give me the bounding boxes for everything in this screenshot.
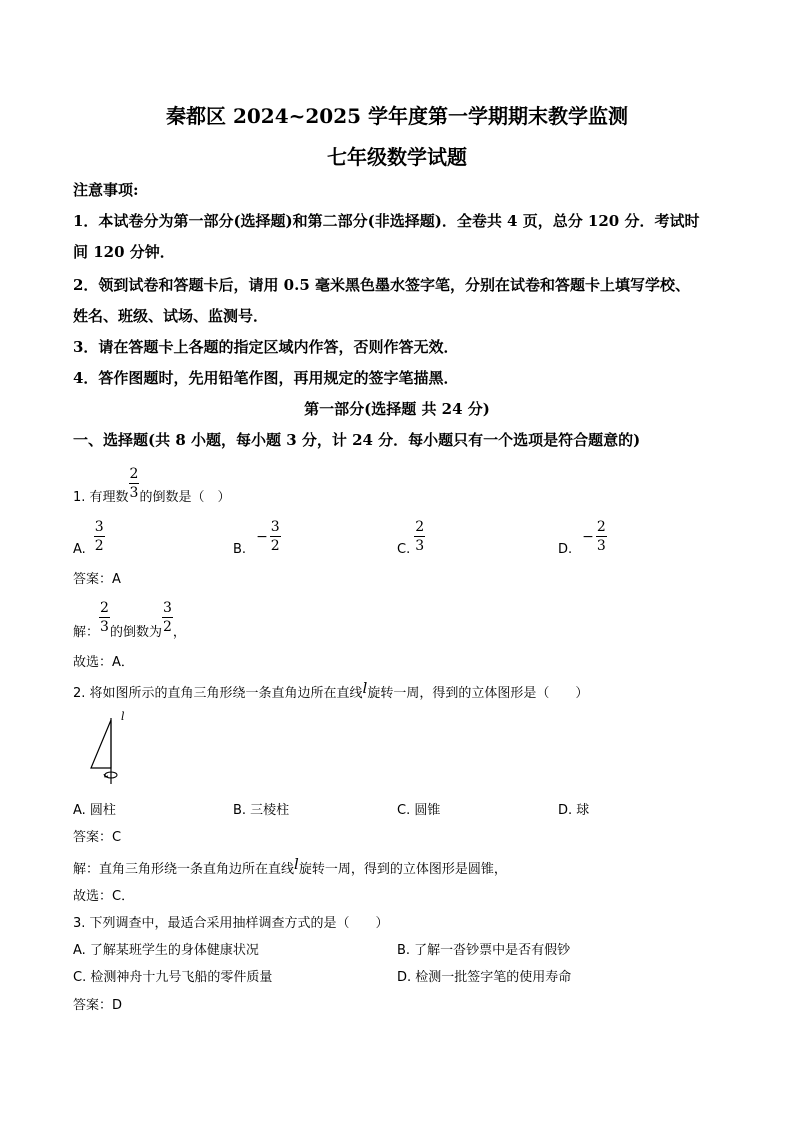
q2-option-d: D. 球 bbox=[558, 803, 590, 818]
fraction-numerator: 2 bbox=[100, 600, 109, 616]
negative-sign: − bbox=[582, 528, 594, 545]
part1-heading: 第一部分(选择题 共 24 分) bbox=[304, 400, 490, 418]
solution-suffix: ， bbox=[172, 625, 186, 640]
fraction-denominator: 3 bbox=[596, 538, 606, 554]
note-item-4: 4．答作图题时，先用铅笔作图，再用规定的签字笔描黑． bbox=[73, 369, 459, 387]
fraction-numerator: 2 bbox=[596, 519, 606, 535]
q1-solution bbox=[73, 595, 186, 640]
q2-choose: 故选：C． bbox=[73, 889, 135, 904]
solution-prefix: 解： bbox=[73, 625, 100, 640]
fraction-denominator: 2 bbox=[162, 619, 172, 635]
note-item-2-line-1: 2．领到试卷和答题卡后，请用 0.5 毫米黑色墨水签字笔，分别在试卷和答题卡上填写学校、 bbox=[73, 276, 690, 294]
q1-answer: 答案：A bbox=[73, 572, 121, 587]
fraction-numerator: 3 bbox=[94, 519, 104, 535]
note-item-3: 3．请在答题卡上各题的指定区域内作答，否则作答无效． bbox=[73, 338, 459, 356]
note-item-1-line-2: 间 120 分钟． bbox=[73, 243, 175, 261]
axis-label-l: l bbox=[121, 710, 125, 723]
q2-solution bbox=[73, 855, 507, 877]
option-fraction bbox=[414, 520, 425, 553]
section-heading: 一、选择题(共 8 小题，每小题 3 分，计 24 分．每小题只有一个选项是符合题意的) bbox=[73, 431, 641, 449]
solution-fraction-2 bbox=[162, 601, 173, 634]
line-variable: l bbox=[362, 679, 368, 697]
fraction-numerator: 3 bbox=[270, 519, 280, 535]
fraction-denominator: 2 bbox=[270, 538, 280, 554]
negative-sign: − bbox=[256, 528, 268, 545]
q3-option-a: A. 了解某班学生的身体健康状况 bbox=[73, 943, 259, 958]
solution-fraction-1 bbox=[99, 601, 110, 634]
option-fraction bbox=[596, 520, 607, 553]
q3-answer: 答案：D bbox=[73, 998, 123, 1013]
q2-stem-prefix: 2. 将如图所示的直角三角形绕一条直角边所在直线 bbox=[73, 686, 363, 701]
option-fraction bbox=[270, 520, 281, 553]
fraction-numerator: 2 bbox=[415, 519, 425, 535]
q2-option-a: A. 圆柱 bbox=[73, 803, 116, 818]
option-label: D. bbox=[558, 542, 573, 557]
q1-option-c bbox=[397, 516, 425, 557]
note-item-1-line-1: 1．本试卷分为第一部分(选择题)和第二部分(非选择题)．全卷共 4 页，总分 120 分．考试时 bbox=[73, 212, 700, 230]
q3-stem: 3. 下列调查中，最适合采用抽样调查方式的是（ ） bbox=[73, 916, 389, 931]
fraction-denominator: 3 bbox=[129, 485, 139, 501]
q3-option-d: D. 检测一批签字笔的使用寿命 bbox=[397, 970, 572, 985]
q1-stem-prefix: 1. 有理数 bbox=[73, 490, 129, 505]
q2-right-triangle-figure bbox=[85, 708, 135, 790]
arrowhead-icon bbox=[104, 774, 108, 777]
solution-suffix: 旋转一周，得到的立体图形是圆锥， bbox=[298, 862, 507, 877]
fraction-denominator: 2 bbox=[94, 538, 104, 554]
option-label: A. bbox=[73, 542, 86, 557]
q1-option-d bbox=[558, 516, 607, 557]
q2-answer: 答案：C bbox=[73, 830, 122, 845]
line-variable: l bbox=[294, 855, 299, 873]
q3-option-c: C. 检测神舟十九号飞船的零件质量 bbox=[73, 970, 273, 985]
option-label: B. bbox=[233, 542, 247, 557]
note-item-2-line-2: 姓名、班级、试场、监测号． bbox=[73, 307, 269, 325]
q1-option-b bbox=[233, 516, 281, 557]
exam-title: 秦都区 2024~2025 学年度第一学期期末教学监测 bbox=[165, 104, 628, 128]
fraction-denominator: 3 bbox=[100, 619, 109, 635]
notes-heading: 注意事项: bbox=[73, 181, 139, 199]
q2-option-b: B. 三棱柱 bbox=[233, 803, 290, 818]
exam-subtitle: 七年级数学试题 bbox=[327, 145, 467, 169]
fraction-numerator: 2 bbox=[129, 466, 139, 482]
q1-choose: 故选：A． bbox=[73, 655, 134, 670]
q1-stem-suffix: 的倒数是（ ） bbox=[139, 490, 231, 505]
option-fraction bbox=[94, 520, 105, 553]
right-triangle bbox=[91, 720, 111, 768]
q2-stem bbox=[73, 679, 588, 701]
solution-prefix: 解：直角三角形绕一条直角边所在直线 bbox=[73, 862, 295, 877]
q3-option-b: B. 了解一沓钞票中是否有假钞 bbox=[397, 943, 571, 958]
q1-stem-fraction bbox=[129, 467, 140, 500]
q2-stem-suffix: 旋转一周，得到的立体图形是（ ） bbox=[367, 686, 589, 701]
q1-option-a bbox=[73, 516, 105, 557]
fraction-denominator: 3 bbox=[415, 538, 425, 554]
q1-stem bbox=[73, 462, 230, 505]
solution-mid: 的倒数为 bbox=[109, 625, 162, 640]
fraction-numerator: 3 bbox=[162, 600, 172, 616]
option-label: C. bbox=[397, 542, 411, 557]
q2-option-c: C. 圆锥 bbox=[397, 803, 441, 818]
